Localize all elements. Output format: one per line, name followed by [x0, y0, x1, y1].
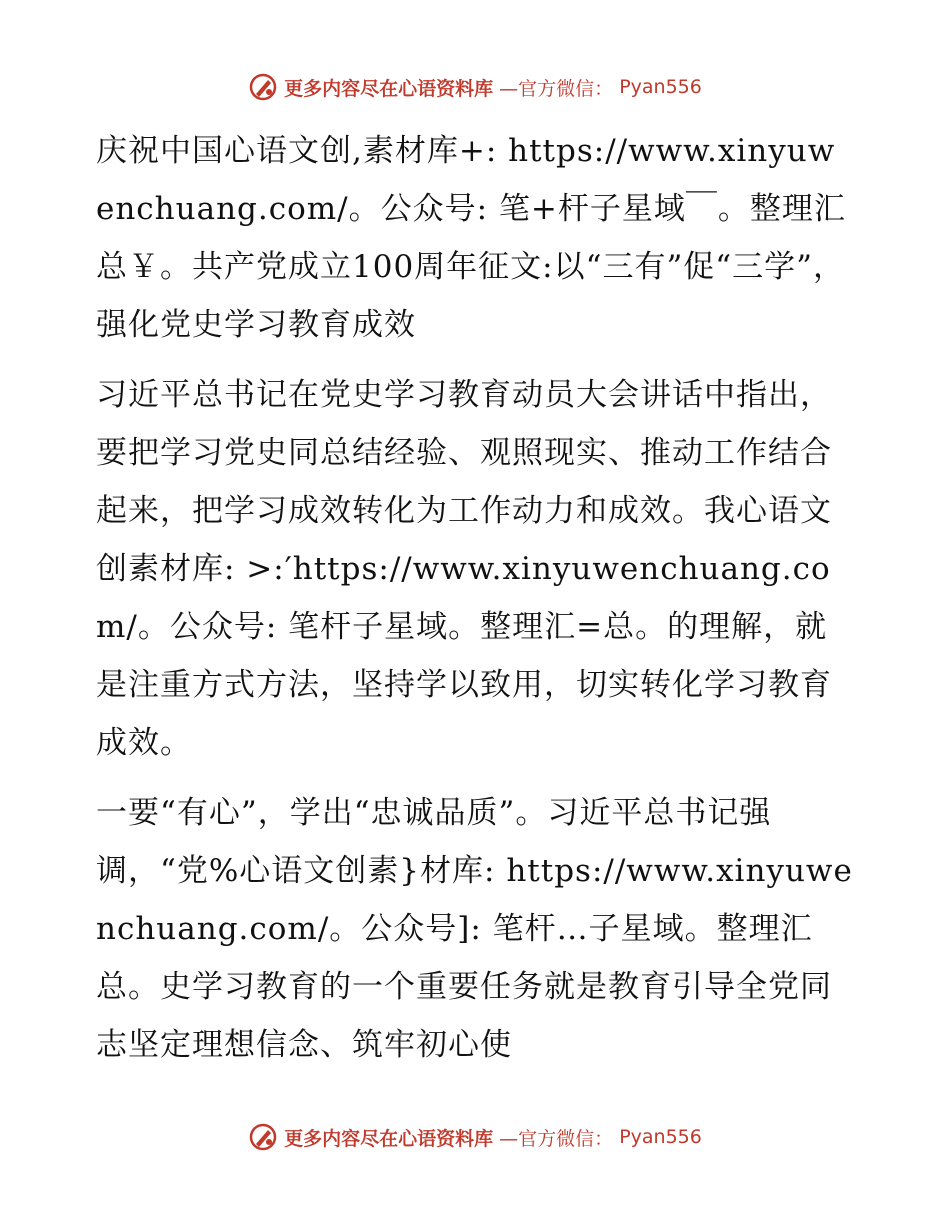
pen-logo-icon: [248, 1122, 278, 1152]
document-body: [96, 122, 854, 1086]
banner-wechat-label: —官方微信：: [499, 77, 614, 100]
banner-title: 更多内容尽在心语资料库: [284, 77, 494, 100]
header-banner: [0, 72, 950, 102]
paragraph-2: 习近平总书记在党史学习教育动员大会讲话中指出，要把学习党史同总结经验、观照现实、推动工作结合起来，把学习成效转化为工作动力和成效。我心语文创素材库: >:′https://www.xinyuwenchuang.com/。公众号: 笔杆子星域。整理汇=总。的理解，就是注重方式方法，坚持学以致用，切实转化学习教育成效。: [96, 377, 832, 761]
paragraph-1: 庆祝中国心语文创,素材库+: https://www.xinyuwenchuang.com/。公众号: 笔+杆子星域￣。整理汇总￥。共产党成立100周年征文:以“三有”促“三学”，强化党史学习教育成效: [96, 133, 846, 343]
banner-wechat-label: —官方微信：: [499, 1127, 614, 1150]
banner-wechat-id: Pyan556: [619, 76, 702, 98]
banner-title: 更多内容尽在心语资料库: [284, 1127, 494, 1150]
pen-logo-icon: [248, 72, 278, 102]
footer-banner: [0, 1122, 950, 1152]
banner-wechat-id: Pyan556: [619, 1126, 702, 1148]
paragraph-3: 一要“有心”，学出“忠诚品质”。习近平总书记强调，“党%心语文创素}材库: https://www.xinyuwenchuang.com/。公众号]: 笔杆…子星域。整理汇总。史学习教育的一个重要任务就是教育引导全党同志坚定理想信念、筑牢初心使: [96, 795, 853, 1063]
